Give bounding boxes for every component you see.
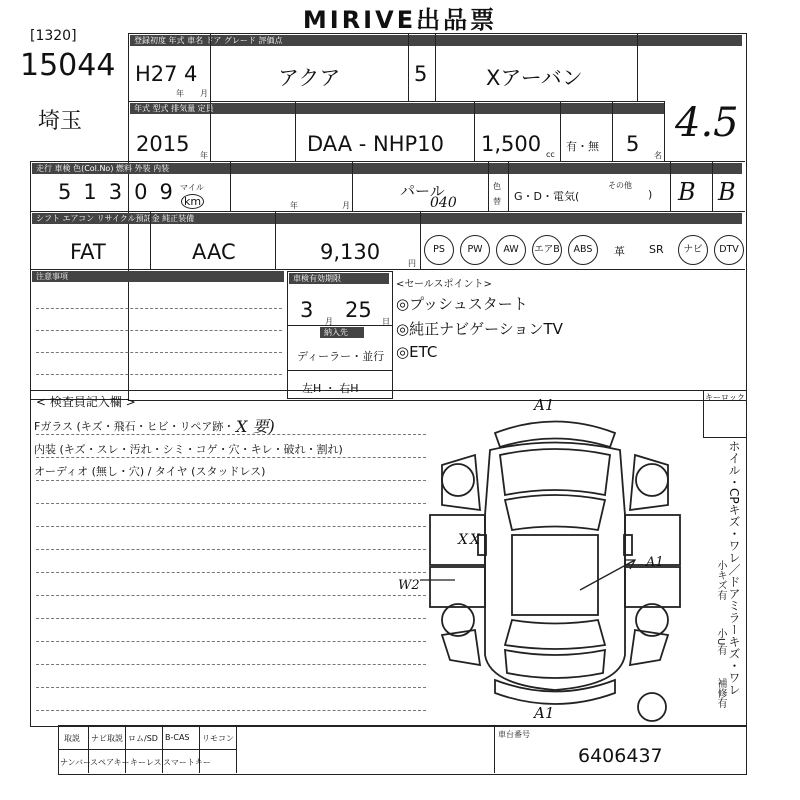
- car-name: アクア: [278, 66, 341, 90]
- lot-code: [1320]: [30, 28, 77, 44]
- equip-abs: ABS: [568, 235, 598, 265]
- color-name: パール: [400, 182, 445, 200]
- reg-era: H27: [135, 62, 178, 86]
- side-note-1: 小キズ有: [715, 560, 726, 600]
- inspector-label: < 検査員記入欄 >: [36, 395, 136, 409]
- inspector-line-3: オーディオ (無し・穴) / タイヤ (スタッドレス): [34, 465, 266, 478]
- aircon-type: AAC: [192, 240, 236, 264]
- inspection-month: 3: [300, 298, 314, 322]
- inspection-day: 25: [345, 298, 372, 322]
- fuel-types: G・D・電気(: [514, 190, 580, 203]
- prefecture: 埼玉: [38, 109, 83, 134]
- keylock-label: キーロック: [705, 393, 745, 402]
- handle-position: 左H ・ 右H: [302, 382, 359, 395]
- side-note-2: 小U有: [715, 628, 726, 656]
- document-title: MIRIVE出品票: [302, 6, 498, 34]
- header-row4: シフト エアコン リサイクル預託金 純正装備: [32, 213, 742, 224]
- seat-count: 5: [626, 132, 640, 156]
- selling-point-1: ◎プッシュスタート: [396, 295, 528, 313]
- color-code: 040: [430, 195, 457, 211]
- grade: Xアーバン: [486, 66, 583, 90]
- header-row3: 走行 車検 色(Col.No) 燃料 外装 内装: [32, 163, 742, 174]
- chassis-number: 6406437: [578, 745, 663, 767]
- recycle-fee: 9,130: [320, 240, 381, 264]
- model-year: 2015: [136, 132, 190, 156]
- selling-points-label: <セールスポイント>: [396, 279, 492, 290]
- mark-right: A1: [646, 555, 664, 570]
- mark-left: W2: [398, 578, 420, 593]
- equip-pw: PW: [460, 235, 490, 265]
- equip-aw: AW: [496, 235, 526, 265]
- inspector-line-2: 内装 (キズ・スレ・汚れ・シミ・コゲ・穴・キレ・破れ・割れ): [34, 443, 343, 456]
- displacement: 1,500: [481, 132, 542, 156]
- mark-xx: XX: [458, 532, 482, 548]
- mileage: 51309: [58, 180, 185, 204]
- header-row1: 登録初度 年式 車名 ドア グレード 評価点: [130, 35, 742, 46]
- header-row2: 年式 型式 排気量 定員: [130, 103, 664, 114]
- equip-airbag: エアB: [532, 235, 562, 265]
- model-code: DAA - NHP10: [307, 132, 444, 156]
- reg-month: 4: [184, 62, 198, 86]
- shift-type: FAT: [70, 240, 106, 264]
- lot-number: 15044: [20, 48, 116, 83]
- equip-ps: PS: [424, 235, 454, 265]
- inspector-line-1: Fガラス (キズ・飛石・ヒビ・リペア跡・: [34, 420, 235, 433]
- selling-point-2: ◎純正ナビゲーションTV: [396, 320, 563, 338]
- equip-sunroof: SR: [649, 243, 664, 256]
- door-count: 5: [414, 62, 428, 86]
- chassis-label: 車台番号: [498, 730, 530, 739]
- mark-rear: A1: [534, 704, 555, 722]
- equip-dtv: DTV: [714, 235, 744, 265]
- presence-option: 有・無: [566, 140, 599, 153]
- inspector-line-1-hand: X 要): [236, 417, 275, 436]
- dealer-type: ディーラー・並行: [297, 350, 385, 363]
- mark-front: A1: [534, 396, 555, 414]
- exterior-grade: B: [678, 178, 696, 206]
- equip-leather: 革: [614, 245, 625, 258]
- side-note-3: 補修有: [715, 678, 726, 708]
- side-text: ホイル・CPキズ・ワレ／ドアミラーキズ・ワレ: [727, 440, 741, 696]
- score: 4.5: [675, 100, 739, 146]
- interior-grade: B: [718, 178, 736, 206]
- equip-navi: ナビ: [678, 235, 708, 265]
- selling-point-3: ◎ETC: [396, 343, 438, 361]
- header-date: 車検有効期限: [289, 273, 389, 284]
- header-dealer: 納入先: [320, 327, 364, 338]
- header-notes: 注意事項: [32, 271, 284, 282]
